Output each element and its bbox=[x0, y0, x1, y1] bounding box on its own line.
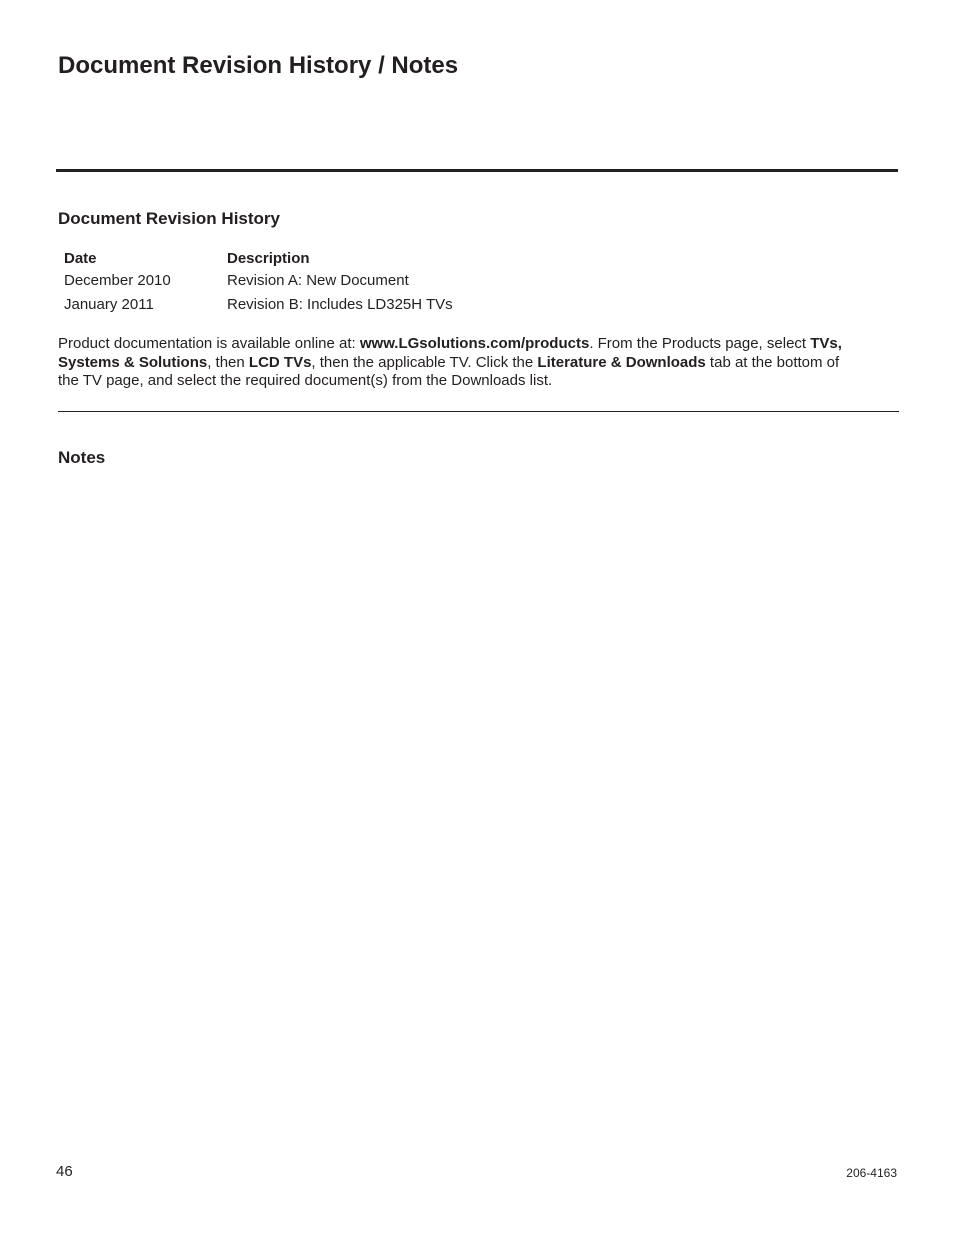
column-header-date: Date bbox=[64, 250, 97, 267]
info-text: , then bbox=[207, 353, 249, 371]
revision-history-table bbox=[64, 249, 453, 319]
table-header-row bbox=[64, 249, 453, 271]
products-url-link[interactable]: www.LGsolutions.com/products bbox=[359, 335, 590, 352]
info-text: Product documentation is available online at: bbox=[58, 335, 360, 352]
info-text: , then the applicable TV. Click the bbox=[311, 353, 538, 371]
revision-date: December 2010 bbox=[64, 272, 171, 289]
table-row bbox=[64, 271, 453, 295]
page-number: 46 bbox=[56, 1163, 73, 1180]
info-text: tab at the bottom of the TV page, and select the required document(s) from the Downloads list. bbox=[58, 353, 840, 389]
documentation-info-paragraph bbox=[58, 335, 858, 391]
section-divider bbox=[58, 411, 899, 412]
notes-heading: Notes bbox=[58, 448, 106, 467]
column-header-description: Description bbox=[227, 250, 310, 267]
revision-date: January 2011 bbox=[64, 296, 154, 313]
page-title: Document Revision History / Notes bbox=[58, 52, 459, 79]
literature-downloads-label: Literature & Downloads bbox=[537, 353, 706, 371]
revision-history-heading: Document Revision History bbox=[58, 209, 280, 228]
document-number: 206-4163 bbox=[846, 1166, 897, 1180]
table-row bbox=[64, 295, 453, 319]
revision-description: Revision B: Includes LD325H TVs bbox=[227, 296, 453, 313]
info-text: . From the Products page, select bbox=[589, 335, 811, 352]
lcd-tvs-label: LCD TVs bbox=[248, 353, 312, 371]
tvs-systems-solutions-label: TVs, Systems & Solutions bbox=[58, 335, 842, 371]
revision-description: Revision A: New Document bbox=[227, 272, 409, 289]
header-divider bbox=[56, 169, 898, 172]
